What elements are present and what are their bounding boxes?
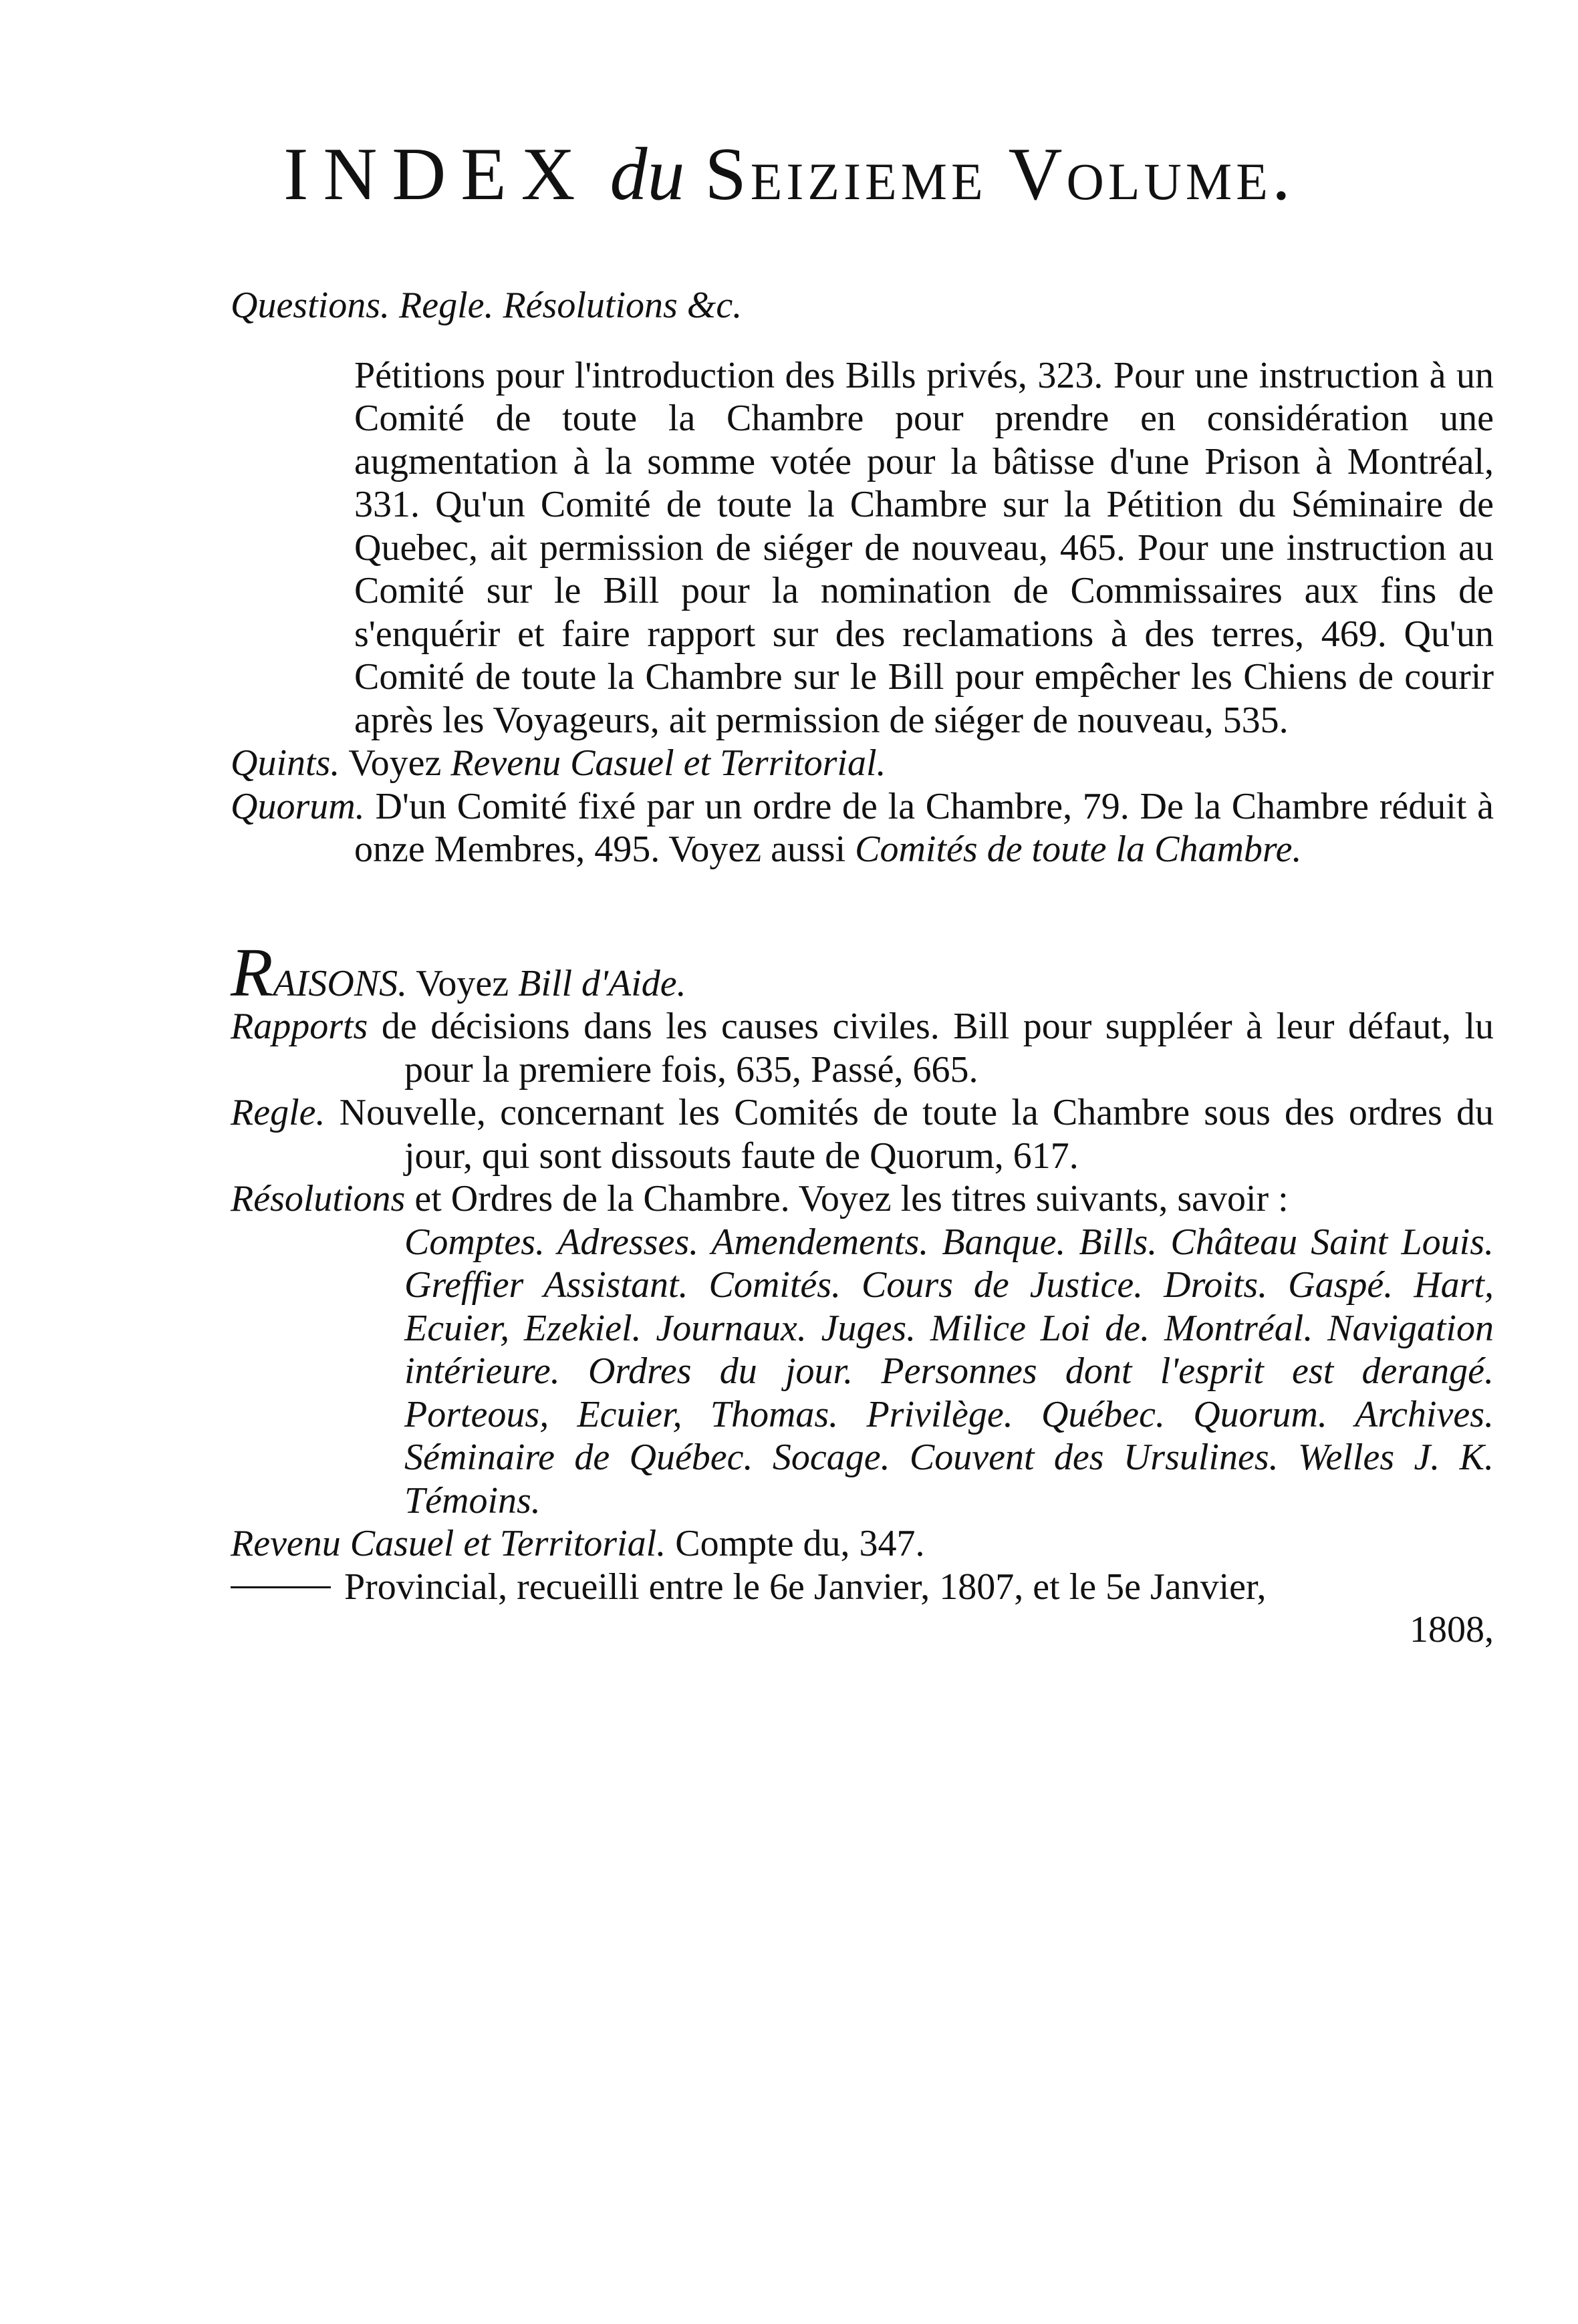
entry-text-raisons: Voyez bbox=[416, 962, 509, 1004]
title-index: INDEX bbox=[283, 133, 590, 216]
title-du: du bbox=[610, 133, 685, 216]
page-title bbox=[0, 133, 1578, 216]
entry-questions-body: Pétitions pour l'introduction des Bills privés, 323. Pour une instruction à un Comité de toute la Chambre pour prendre en considération une augmentation à la somme votée pour la bâtisse d'une Prison à Montréal, 331. Qu'un Comité de toute la Chambre sur la Pétition du Séminaire de Quebec, ait permission de siéger de nouveau, 465. Pour une instruction au Comité sur le Bill pour la nomination de Commissaires aux fins de s'enquérir et faire rapport sur des reclamations à des terres, 469. Qu'un Comité de toute la Chambre sur le Bill pour empêcher les Chiens de courir après les Voyageurs, ait permission de siéger de nouveau, 535. bbox=[354, 354, 1494, 741]
entry-rapports bbox=[231, 1005, 1494, 1091]
entry-text-revenu: Compte du, 347. bbox=[675, 1523, 925, 1564]
entry-text-quints: Voyez bbox=[348, 742, 442, 784]
entry-ref-quorum: Comités de toute la Chambre. bbox=[855, 829, 1302, 870]
entry-term-rapports: Rapports bbox=[231, 1006, 368, 1047]
entry-term-revenu: Revenu Casuel et Territorial. bbox=[231, 1523, 666, 1564]
entry-text-provincial: Provincial, recueilli entre le 6e Janvier, 1807, et le 5e Janvier, bbox=[344, 1566, 1267, 1608]
entry-text-regle: Nouvelle, concernant les Comités de toute la Chambre sous des ordres du jour, qui sont dissouts faute de Quorum, 617. bbox=[339, 1092, 1494, 1177]
entry-raisons bbox=[231, 933, 1494, 1011]
drop-initial-r: R bbox=[231, 933, 273, 1011]
entry-provincial bbox=[231, 1566, 1494, 1609]
entry-ref-quints: Revenu Casuel et Territorial. bbox=[450, 742, 886, 784]
entry-text-quorum: D'un Comité fixé par un ordre de la Chambre, 79. De la Chambre réduit à onze Membres, 495. Voyez aussi bbox=[354, 785, 1494, 870]
ditto-dash bbox=[231, 1586, 331, 1588]
section-gap bbox=[231, 871, 1494, 945]
entry-term-resolutions: Résolutions bbox=[231, 1178, 406, 1219]
entry-ref-raisons: Bill d'Aide. bbox=[518, 962, 686, 1004]
index-content bbox=[231, 284, 1494, 1652]
entry-term-regle: Regle. bbox=[231, 1092, 325, 1133]
entry-term-quorum: Quorum. bbox=[231, 785, 365, 827]
catchword: 1808, bbox=[1410, 1609, 1494, 1650]
section-heading-questions: Questions. Regle. Résolutions &c. bbox=[231, 285, 743, 326]
entry-term-raisons: AISONS. bbox=[273, 962, 408, 1004]
entry-resolutions-list: Comptes. Adresses. Amendements. Banque. Bills. Château Saint Louis. Greffier Assistant. Comités. Cours de Justice. Droits. Gaspé. Hart, Ecuier, Ezekiel. Journaux. Juges. Milice Loi de. Montréal. Navigation intérieure. Ordres du jour. Personnes dont l'esprit est derangé. Porteous, Ecuier, Thomas. Privilège. Québec. Quorum. Archives. Séminaire de Québec. Socage. Couvent des Ursulines. Welles J. K. Témoins. bbox=[404, 1221, 1494, 1521]
entry-text-resolutions: et Ordres de la Chambre. Voyez les titres suivants, savoir : bbox=[414, 1178, 1289, 1219]
entry-quints bbox=[231, 742, 1494, 785]
entry-quorum bbox=[231, 785, 1494, 871]
entry-resolutions bbox=[231, 1177, 1494, 1221]
title-volume: Seizieme Volume. bbox=[704, 133, 1295, 216]
entry-revenu bbox=[231, 1522, 1494, 1566]
entry-term-quints: Quints. bbox=[231, 742, 340, 784]
entry-regle bbox=[231, 1091, 1494, 1177]
entry-text-rapports: de décisions dans les causes civiles. Bill pour suppléer à leur défaut, lu pour la premiere fois, 635, Passé, 665. bbox=[381, 1006, 1494, 1091]
